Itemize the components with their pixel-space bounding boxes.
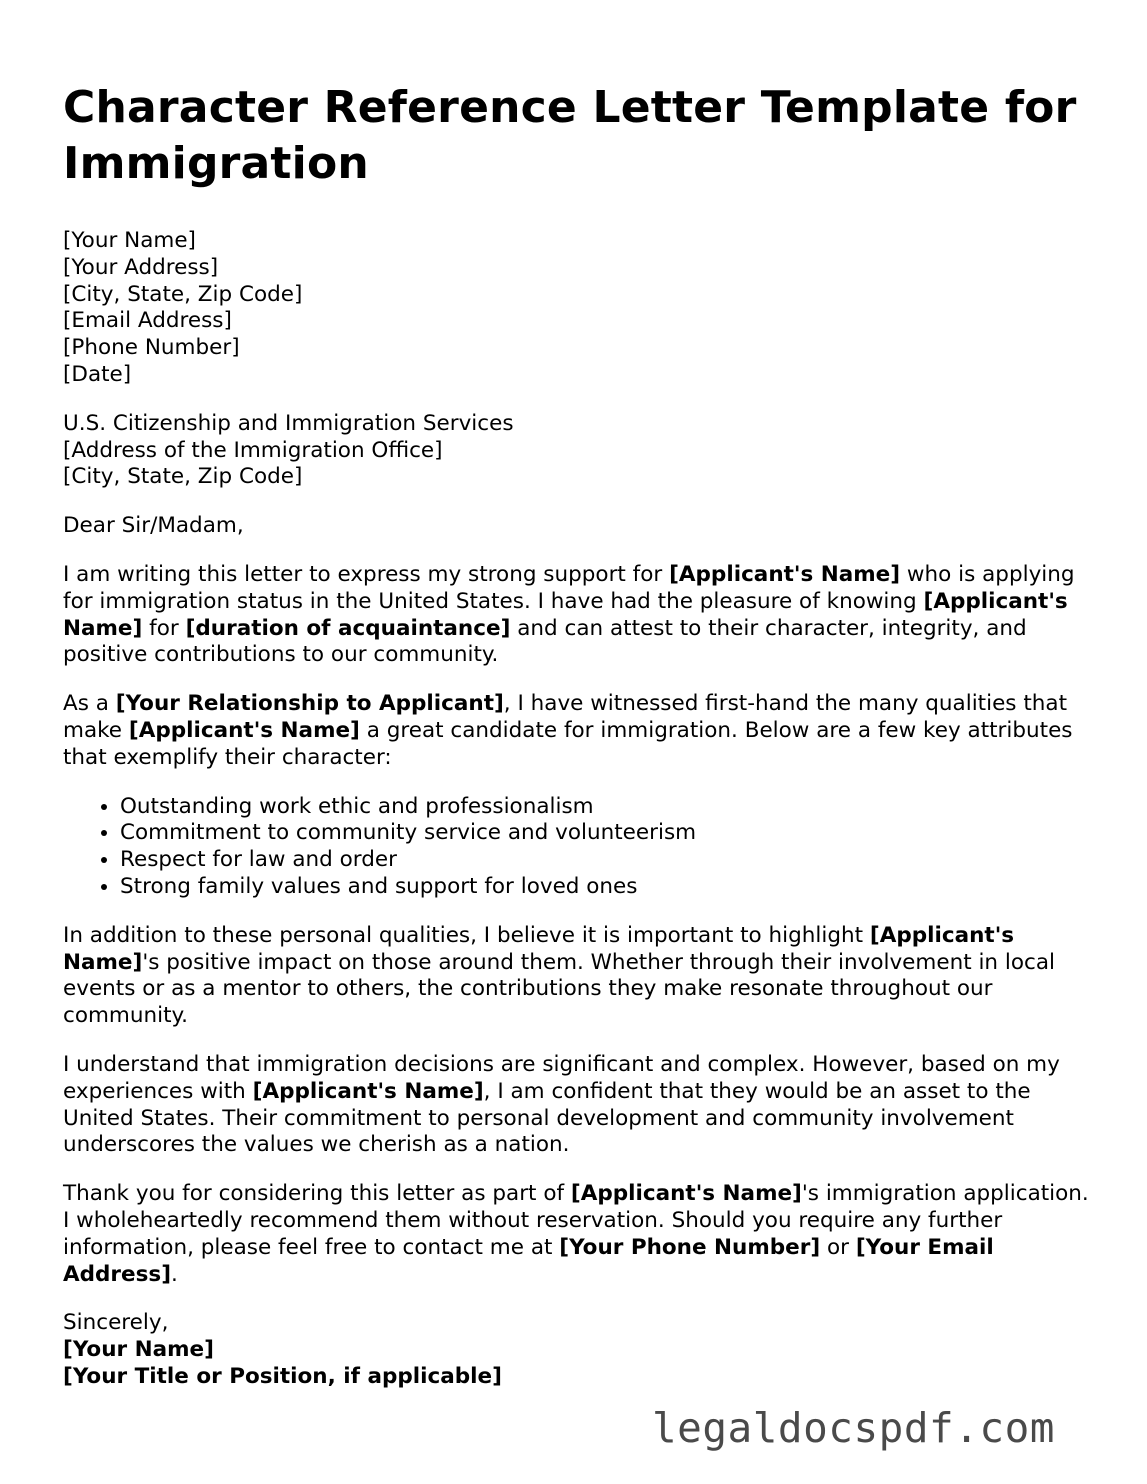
placeholder-phone: [Your Phone Number] [559,1234,821,1260]
paragraph-thanks: Thank you for considering this letter as part of [Applicant's Name]'s immigration application. I wholeheartedly recommend them without reservation. Should you require any further information, please feel free to contact me at [Your Phone Number] or [Your Email Address]. [63,1181,1089,1287]
placeholder-duration: [duration of acquaintance] [185,615,511,641]
paragraph-relationship: As a [Your Relationship to Applicant], I have witnessed first-hand the many qualities that make [Applicant's Name] a great candidate for immigration. Below are a few key attributes that exemplify their character: [63,691,1073,770]
letter-page [63,80,1093,1391]
brand-watermark: legaldocspdf.com [652,1404,1055,1452]
placeholder-applicant-name: [Applicant's Name] [63,588,1068,641]
list-item: • Commitment to community service and volunteerism [120,820,1093,847]
list-item: • Respect for law and order [120,847,1093,874]
attribute-list [63,794,1093,901]
placeholder-applicant-name: [Applicant's Name] [252,1078,484,1104]
placeholder-relationship: [Your Relationship to Applicant] [115,691,504,717]
closing-word: Sincerely, [63,1310,169,1336]
closing-block [63,1310,1093,1390]
recipient-address: [Address of the Immigration Office] [63,437,443,463]
sender-address: [Your Address] [63,254,219,280]
recipient-block [63,411,1093,491]
list-item: • Outstanding work ethic and professionalism [120,794,1093,821]
placeholder-applicant-name: [Applicant's Name] [570,1181,802,1207]
sender-city: [City, State, Zip Code] [63,281,303,307]
closing-name: [Your Name] [63,1337,214,1363]
list-item: • Strong family values and support for loved ones [120,874,1093,901]
placeholder-email: [Your Email Address] [63,1234,994,1287]
closing-title: [Your Title or Position, if applicable] [63,1363,502,1389]
sender-email: [Email Address] [63,308,232,334]
recipient-org: U.S. Citizenship and Immigration Services [63,410,514,436]
placeholder-applicant-name: [Applicant's Name] [63,922,1015,975]
sender-name: [Your Name] [63,228,196,253]
page-title: Character Reference Letter Template for Immigration [63,82,1077,189]
recipient-city: [City, State, Zip Code] [63,464,303,490]
paragraph-impact: In addition to these personal qualities, I believe it is important to highlight [Applicant's Name]'s positive impact on those around them. Whether through their involvement in local events or as a mentor to others, the contributions they make resonate throughout our community. [63,922,1055,1029]
paragraph-support: I am writing this letter to express my strong support for [Applicant's Name] who is applying for immigration status in the United States. I have had the pleasure of knowing [Applicant's Name] for [duration of acquaintance] and can attest to their character, integrity, and positive contributions to our community. [63,561,1075,668]
paragraph-confidence: I understand that immigration decisions are significant and complex. However, based on my experiences with [Applicant's Name], I am confident that they would be an asset to the United States. Their commitment to personal development and community involvement underscores the values we cherish as a nation. [63,1051,1060,1158]
sender-date: [Date] [63,361,132,387]
placeholder-applicant-name: [Applicant's Name] [128,717,360,743]
salutation: Dear Sir/Madam, [63,513,244,539]
sender-block [63,228,1093,389]
sender-phone: [Phone Number] [63,335,240,361]
placeholder-applicant-name: [Applicant's Name] [669,561,901,587]
